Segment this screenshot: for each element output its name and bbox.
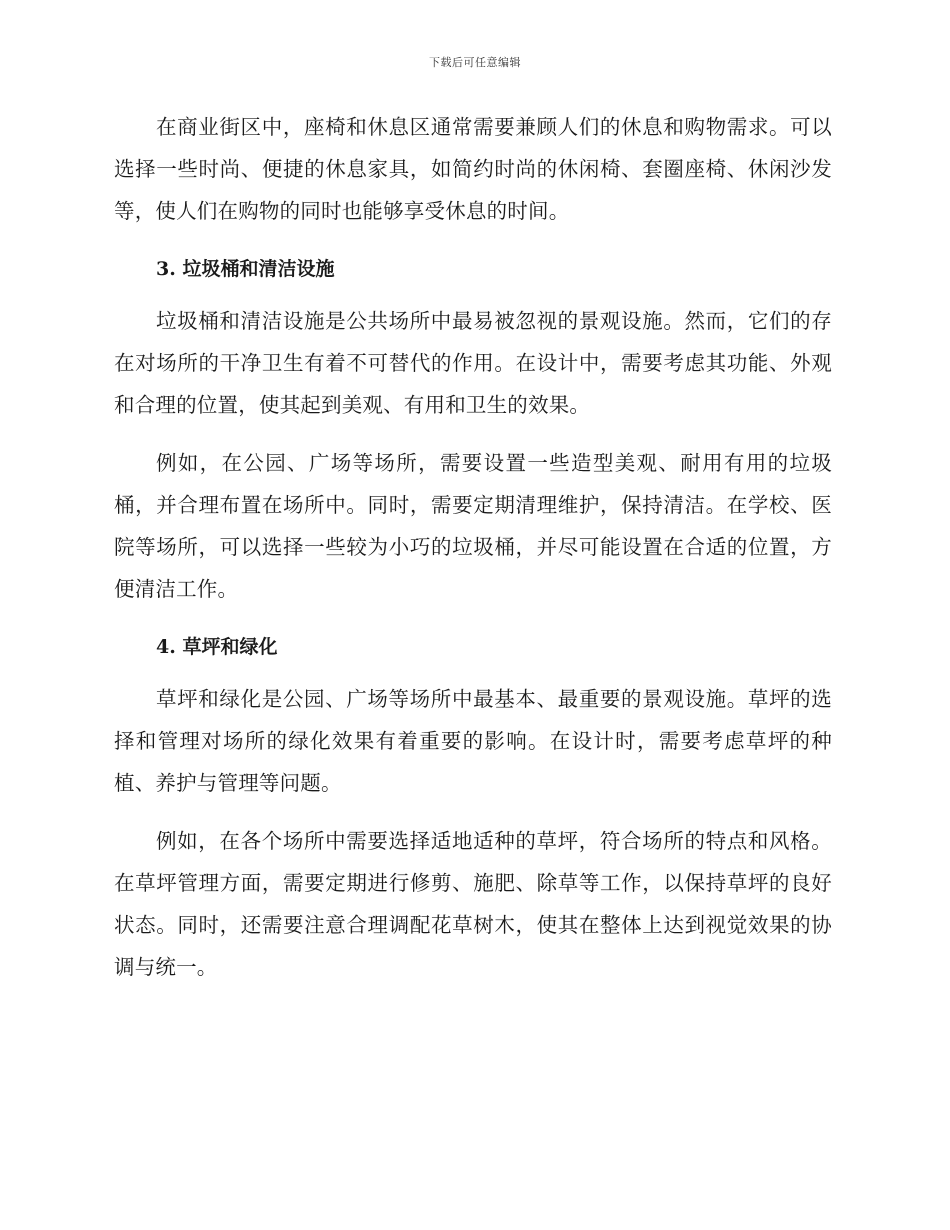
header-note: 下载后可任意编辑 xyxy=(429,56,521,69)
document-body xyxy=(114,106,832,1004)
section-heading-trash-bins: 3. 垃圾桶和清洁设施 xyxy=(156,258,335,280)
paragraph-lawn-intro: 草坪和绿化是公园、广场等场所中最基本、最重要的景观设施。草坪的选择和管理对场所的绿化效果有着重要的影响。在设计时，需要考虑草坪的种植、养护与管理等问题。 xyxy=(114,687,832,795)
paragraph-trash-bins-example: 例如，在公园、广场等场所，需要设置一些造型美观、耐用有用的垃圾桶，并合理布置在场所中。同时，需要定期清理维护，保持清洁。在学校、医院等场所，可以选择一些较为小巧的垃圾桶，并尽可能设置在合适的位置，方便清洁工作。 xyxy=(114,451,832,601)
paragraph-lawn-example: 例如，在各个场所中需要选择适地适种的草坪，符合场所的特点和风格。在草坪管理方面，需要定期进行修剪、施肥、除草等工作，以保持草坪的良好状态。同时，还需要注意合理调配花草树木，使其在整体上达到视觉效果的协调与统一。 xyxy=(114,829,832,979)
paragraph-trash-bins-intro: 垃圾桶和清洁设施是公共场所中最易被忽视的景观设施。然而，它们的存在对场所的干净卫生有着不可替代的作用。在设计中，需要考虑其功能、外观和合理的位置，使其起到美观、有用和卫生的效果。 xyxy=(114,309,832,417)
paragraph-commercial-seating: 在商业街区中，座椅和休息区通常需要兼顾人们的休息和购物需求。可以选择一些时尚、便捷的休息家具，如简约时尚的休闲椅、套圈座椅、休闲沙发等，使人们在购物的同时也能够享受休息的时间。 xyxy=(114,115,832,223)
section-heading-lawn-greening: 4. 草坪和绿化 xyxy=(156,636,278,658)
